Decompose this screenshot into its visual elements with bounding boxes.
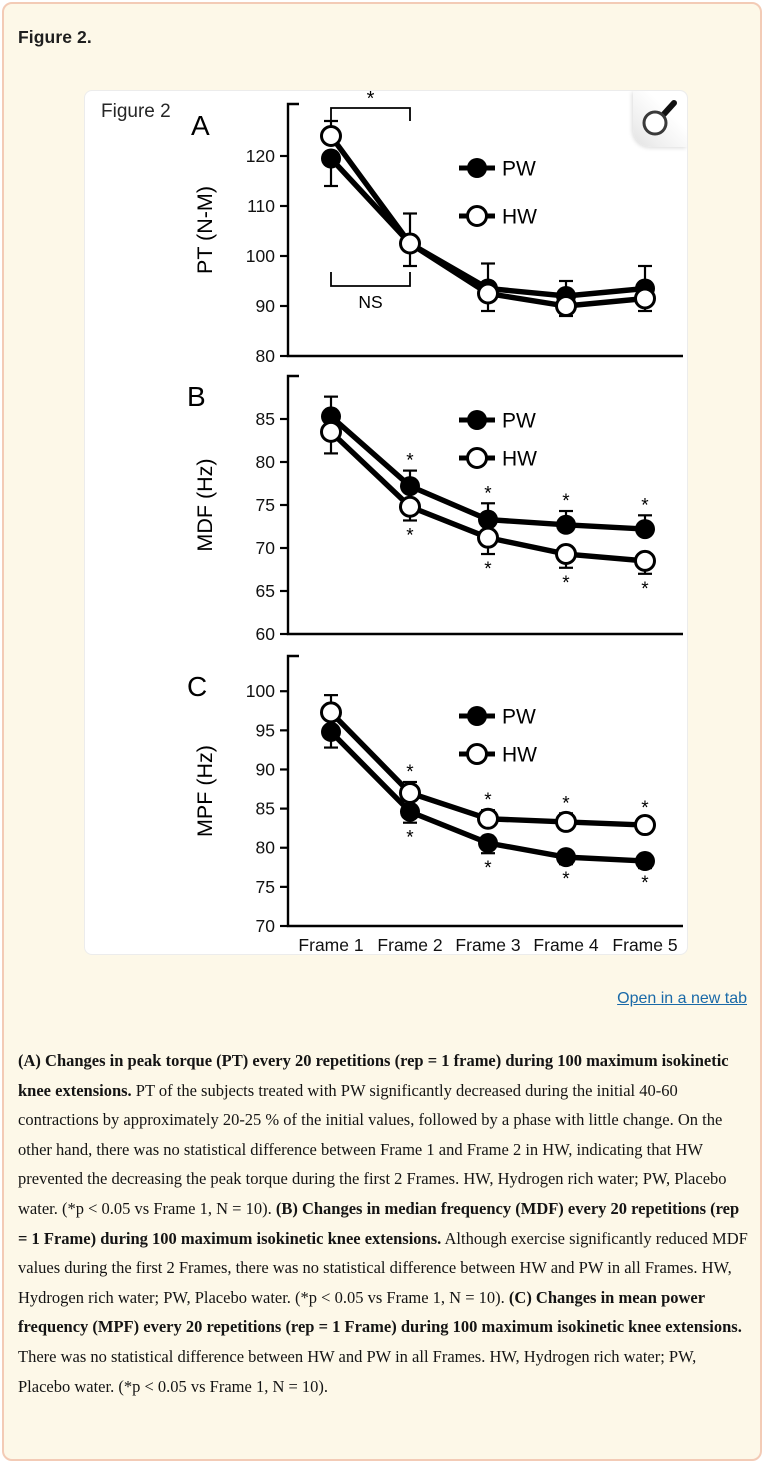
caption-text-segment: PT of the subjects treated with PW significantly decreased during the initial 40-60 contractions by approximately 20-25 % of the initial values, followed by a phase with little change. On the other hand, there was no statistical difference between Frame 1 and Frame 2 in HW, indicating that HW prevented the decreasing the peak torque during the first 2 Frames. HW, Hydrogen rich water; PW, Placebo water. (*p < 0.05 vs Frame 1, N = 10). xyxy=(18,1080,727,1218)
marker-HW-2 xyxy=(479,284,498,303)
marker-HW-2 xyxy=(479,809,498,828)
sig-asterisk: * xyxy=(484,559,492,581)
marker-PW-2 xyxy=(478,833,498,853)
y-tick-label-85: 85 xyxy=(255,798,275,819)
sig-asterisk: * xyxy=(406,450,414,472)
legend xyxy=(459,706,537,767)
marker-HW-4 xyxy=(636,551,655,570)
y-tick-label-80: 80 xyxy=(255,452,275,472)
legend-marker-HW xyxy=(468,207,487,226)
x-tick-label-3: Frame 3 xyxy=(455,935,521,954)
marker-PW-0 xyxy=(321,722,341,742)
marker-HW-4 xyxy=(636,289,655,308)
y-tick-label-70: 70 xyxy=(255,538,275,558)
y-axis-label: MDF (Hz) xyxy=(193,458,217,552)
marker-PW-1 xyxy=(400,802,420,822)
magnifier-icon xyxy=(639,97,679,139)
marker-HW-3 xyxy=(557,297,576,316)
legend-label-HW: HW xyxy=(502,743,537,767)
legend-marker-PW xyxy=(467,706,487,726)
legend-label-PW: PW xyxy=(502,157,536,181)
legend-marker-PW xyxy=(467,158,487,178)
y-tick-label-75: 75 xyxy=(255,876,275,897)
panel-b-chart xyxy=(85,374,687,649)
y-axis-label: MPF (Hz) xyxy=(193,745,217,837)
sig-asterisk: * xyxy=(562,869,570,891)
marker-PW-1 xyxy=(400,476,420,496)
panel-letter: C xyxy=(187,671,208,702)
caption-bold-segment: (B) Changes in median frequency (MDF) every 20 repetitions (rep = 1 Frame) during 100 maximum isokinetic knee extensions. xyxy=(18,1198,740,1248)
x-tick-label-2: Frame 2 xyxy=(377,935,443,954)
x-tick-label-1: Frame 1 xyxy=(298,935,364,954)
x-tick-label-5: Frame 5 xyxy=(612,935,678,954)
y-tick-label-75: 75 xyxy=(255,495,275,515)
panel-a-chart xyxy=(85,91,687,374)
y-tick-label-95: 95 xyxy=(255,720,275,741)
panel-letter: B xyxy=(187,381,206,412)
marker-PW-2 xyxy=(478,510,498,530)
axes xyxy=(246,656,683,936)
panel-letter: A xyxy=(191,110,210,141)
bracket-label: NS xyxy=(358,292,383,312)
marker-HW-0 xyxy=(322,703,341,722)
marker-PW-4 xyxy=(635,519,655,539)
bracket-label: * xyxy=(366,91,375,110)
legend-label-PW: PW xyxy=(502,705,536,729)
sig-asterisk: * xyxy=(562,491,570,513)
marker-HW-1 xyxy=(401,497,420,516)
zoom-corner-button[interactable] xyxy=(633,91,687,147)
sig-asterisk: * xyxy=(562,793,570,815)
marker-HW-3 xyxy=(557,812,576,831)
marker-HW-0 xyxy=(322,127,341,146)
caption-text-segment: There was no statistical difference between HW and PW in all Frames. HW, Hydrogen rich water; PW, Placebo water. (*p < 0.05 vs Frame 1, N = 10). xyxy=(18,1346,697,1396)
panel-c-chart xyxy=(85,649,687,954)
caption-text-segment: Although exercise significantly reduced MDF values during the first 2 Frames, there was no statistical difference between HW and PW in all Frames. HW, Hydrogen rich water; PW, Placebo water. (*p < 0.05 vs Frame 1, N = 10). xyxy=(18,1228,748,1307)
y-tick-label-120: 120 xyxy=(245,146,275,166)
caption-bold-segment: (A) Changes in peak torque (PT) every 20 repetitions (rep = 1 frame) during 100 maximum isokinetic knee extensions. xyxy=(18,1051,729,1100)
sig-asterisk: * xyxy=(562,572,570,594)
series-PW xyxy=(321,149,655,307)
legend-marker-HW xyxy=(468,449,487,468)
y-tick-label-80: 80 xyxy=(255,837,275,858)
marker-HW-0 xyxy=(322,422,341,441)
sig-asterisk: * xyxy=(406,762,414,783)
y-tick-label-100: 100 xyxy=(245,681,275,702)
y-tick-label-90: 90 xyxy=(255,296,275,316)
sig-asterisk: * xyxy=(641,578,649,600)
y-tick-label-110: 110 xyxy=(247,196,275,216)
figure-inner-label: Figure 2 xyxy=(101,101,171,122)
figure-card[interactable] xyxy=(84,90,688,955)
y-axis-label: PT (N-M) xyxy=(193,186,217,274)
legend-marker-PW xyxy=(467,410,487,430)
sig-asterisk: * xyxy=(406,827,414,849)
sig-asterisk: * xyxy=(641,873,649,895)
sig-asterisk: * xyxy=(484,858,492,880)
sig-asterisk: * xyxy=(641,495,649,517)
marker-PW-0 xyxy=(321,149,341,169)
figure-caption xyxy=(18,1046,752,1401)
sig-asterisk: * xyxy=(484,483,492,505)
open-in-new-tab-link[interactable]: Open in a new tab xyxy=(617,990,747,1007)
y-tick-label-65: 65 xyxy=(255,581,275,601)
marker-PW-3 xyxy=(556,847,576,867)
sig-asterisk: * xyxy=(406,525,414,547)
legend-label-HW: HW xyxy=(502,205,537,229)
y-tick-label-85: 85 xyxy=(255,409,275,429)
sig-asterisk: * xyxy=(641,798,649,819)
sig-asterisk: * xyxy=(484,790,492,812)
legend xyxy=(459,410,537,471)
y-tick-label-100: 100 xyxy=(245,246,275,266)
caption-bold-segment: (C) Changes in mean power frequency (MPF) every 20 repetitions (rep = 1 Frame) during 100 maximum isokinetic knee extensions. xyxy=(18,1287,742,1337)
bracket-* xyxy=(331,91,410,121)
y-tick-label-70: 70 xyxy=(255,916,275,936)
bracket-NS xyxy=(331,272,410,312)
legend-label-PW: PW xyxy=(502,409,536,433)
marker-HW-1 xyxy=(401,783,420,802)
marker-PW-4 xyxy=(635,851,655,871)
x-tick-label-4: Frame 4 xyxy=(533,935,599,954)
y-tick-label-80: 80 xyxy=(255,346,275,366)
marker-PW-3 xyxy=(556,515,576,535)
y-tick-label-90: 90 xyxy=(255,759,275,780)
marker-HW-2 xyxy=(479,528,498,547)
marker-HW-3 xyxy=(557,545,576,564)
axes xyxy=(246,104,683,366)
marker-HW-1 xyxy=(401,234,420,253)
y-tick-label-60: 60 xyxy=(255,624,275,644)
legend-marker-HW xyxy=(468,745,487,764)
legend-label-HW: HW xyxy=(502,447,537,471)
legend xyxy=(459,158,537,229)
figure-heading: Figure 2. xyxy=(18,27,92,47)
